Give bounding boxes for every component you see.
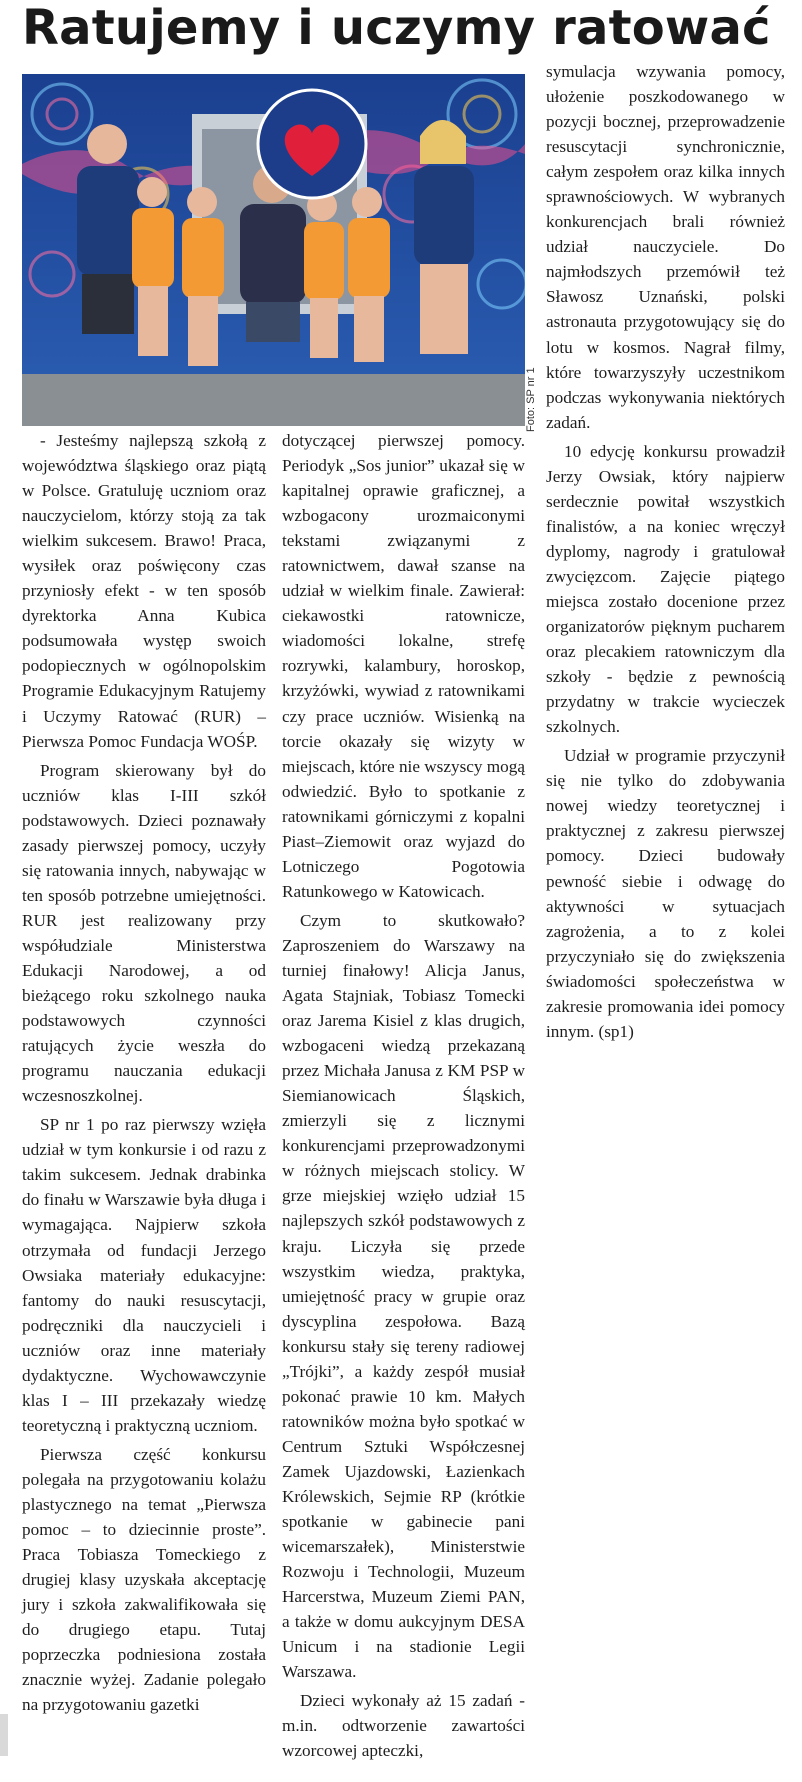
- text-column-3: [546, 59, 785, 1048]
- paragraph: symulacja wzywania pomocy, ułożenie poszkodowanego w pozycji bocznej, przeprowadzenie resuscytacji synchronicznie, całym zespołem oraz kilka innych sprawnościowych. W wybranych konkurencjach brali również udział nauczyciele. Do najmłodszych przemówił też Sławosz Uznański, polski astronauta przygotowujący się do lotu w kosmos. Nagrał filmy, które towarzyszyły uczestnikom podczas wykonywania niektórych zadań.: [546, 62, 785, 432]
- paragraph: Pierwsza część konkursu polegała na przygotowaniu kolażu plastycznego na temat „Pierwsza pomoc – to dziecinnie proste”. Praca Tobiasza Tomeckiego z drugiej klasy uzyskała akceptację jury i szkoła zakwalifikowała się do drugiego etapu. Tutaj poprzeczka podniesiona została znacznie wyżej. Zadanie polegało na przygotowaniu gazetki: [22, 1444, 266, 1715]
- paragraph: 10 edycję konkursu prowadził Jerzy Owsiak, który najpierw serdecznie powitał wszystkich finalistów, a na koniec wręczył dyplomy, nagrody i gratulował zwycięzcom. Zajęcie piątego miejsca zostało docenione przez organizatorów pięknym pucharem oraz plecakiem ratowniczym dla szkoły - będzie z pewnością przydatny w trakcie wycieczek szkolnych.: [546, 441, 785, 737]
- text-column-2: [282, 428, 525, 1767]
- photo-credit: Foto: SP nr 1: [525, 367, 537, 432]
- paragraph: SP nr 1 po raz pierwszy wzięła udział w tym konkursie i od razu z takim sukcesem. Jednak drabinka do finału w Warszawie była długa i wymagająca. Najpierw szkoła otrzymała od fundacji Jerzego Owsiaka materiały edukacyjne: fantomy do nauki resuscytacji, podręczniki dla nauczycieli i uczniów oraz inne materiały dydaktyczne. Wychowawczynie klas I – III przekazały wiedzę teoretyczną i praktyczną uczniom.: [22, 1115, 266, 1435]
- paragraph: Program skierowany był do uczniów klas I-III szkół podstawowych. Dzieci poznawały zasady pierwszej pomocy, uczyły się ratowania innych, nabywając w ten sposób potrzebne umiejętności. RUR jest realizowany przy współudziale Ministerstwa Edukacji Narodowej, a od bieżącego roku szkolnego nauka podstawowych czynności ratujących życie weszła do programu nauczania edukacji wczesnoszkolnej.: [22, 760, 266, 1106]
- paragraph: Dzieci wykonały aż 15 zadań - m.in. odtworzenie zawartości wzorcowej apteczki,: [282, 1691, 525, 1761]
- badge-icon: [258, 90, 366, 198]
- paragraph: dotyczącej pierwszej pomocy. Periodyk „Sos junior” ukazał się w kapitalnej oprawie graficznej, a wzbogacony urozmaiconymi tekstami związanymi z ratownictwem, dawał szanse na udział w wielkim finale. Zawierał: ciekawostki ratownicze, wiadomości lokalne, strefę rozrywki, kalambury, horoskop, krzyżówki, wywiad z ratownikami czy prace uczniów. Wisienką na torcie okazały się wizyty w miejscach, które nie wszyscy mogą odwiedzić. Było to spotkanie z ratownikami górniczymi z kopalni Piast–Ziemowit oraz wyjazd do Lotniczego Pogotowia Ratunkowego w Katowicach.: [282, 431, 525, 901]
- paragraph: Udział w programie przyczynił się nie tylko do zdobywania nowej wiedzy teoretycznej i praktycznej z zakresu pierwszej pomocy. Dzieci budowały pewność siebie i odwagę do aktywności w sytuacjach zagrożenia, a to z kolei przyczyniało się do zwiększenia świadomości społeczeństwa w zakresie promowania idei pomocy innym. (sp1): [546, 746, 785, 1041]
- paragraph: - Jesteśmy najlepszą szkołą z województwa śląskiego oraz piątą w Polsce. Gratuluję uczniom oraz nauczycielom, którzy stoją za tak wielkim sukcesem. Brawo! Praca, wysiłek oraz poświęcony czas przyniosły efekt - w ten sposób dyrektorka Anna Kubica podsumowała występ swoich podopiecznych w ogólnopolskim Programie Edukacyjnym Ratujemy i Uczymy Ratować (RUR) – Pierwsza Pomoc Fundacja WOŚP.: [22, 431, 266, 751]
- group-photo: [22, 74, 525, 426]
- page-edge-mark: [0, 1714, 8, 1756]
- article-headline: Ratujemy i uczymy ratować: [22, 0, 771, 56]
- paragraph: Czym to skutkowało? Zaproszeniem do Warszawy na turniej finałowy! Alicja Janus, Agata Stajniak, Tobiasz Tomecki oraz Jarema Kisiel z klas drugich, wzbogaceni wiedzą przekazaną przez Michała Janusa z KM PSP w Siemianowicach Śląskich, zmierzyli się z licznymi konkurencjami przeprowadzonymi w różnych miejscach stolicy. W grze miejskiej wzięło udział 15 najlepszych szkół podstawowych z kraju. Liczyła się przede wszystkim wiedza, praktyka, umiejętność pracy w grupie oraz dyscyplina zespołowa. Bazą konkursu stały się tereny radiowej „Trójki”, a każdy zespół musiał pokonać prawie 10 km. Małych ratowników można było spotkać w Centrum Sztuki Współczesnej Zamek Ujazdowski, Łazienkach Królewskich, Sejmie RP (krótkie spotkanie w gabinecie pani wicemarszałek), Ministerstwie Rozwoju i Technologii, Muzeum Harcerstwa, Muzeum Ziemi PAN, a także w domu aukcyjnym DESA Unicum i na stadionie Legii Warszawa.: [282, 910, 525, 1682]
- text-column-1: [22, 428, 266, 1721]
